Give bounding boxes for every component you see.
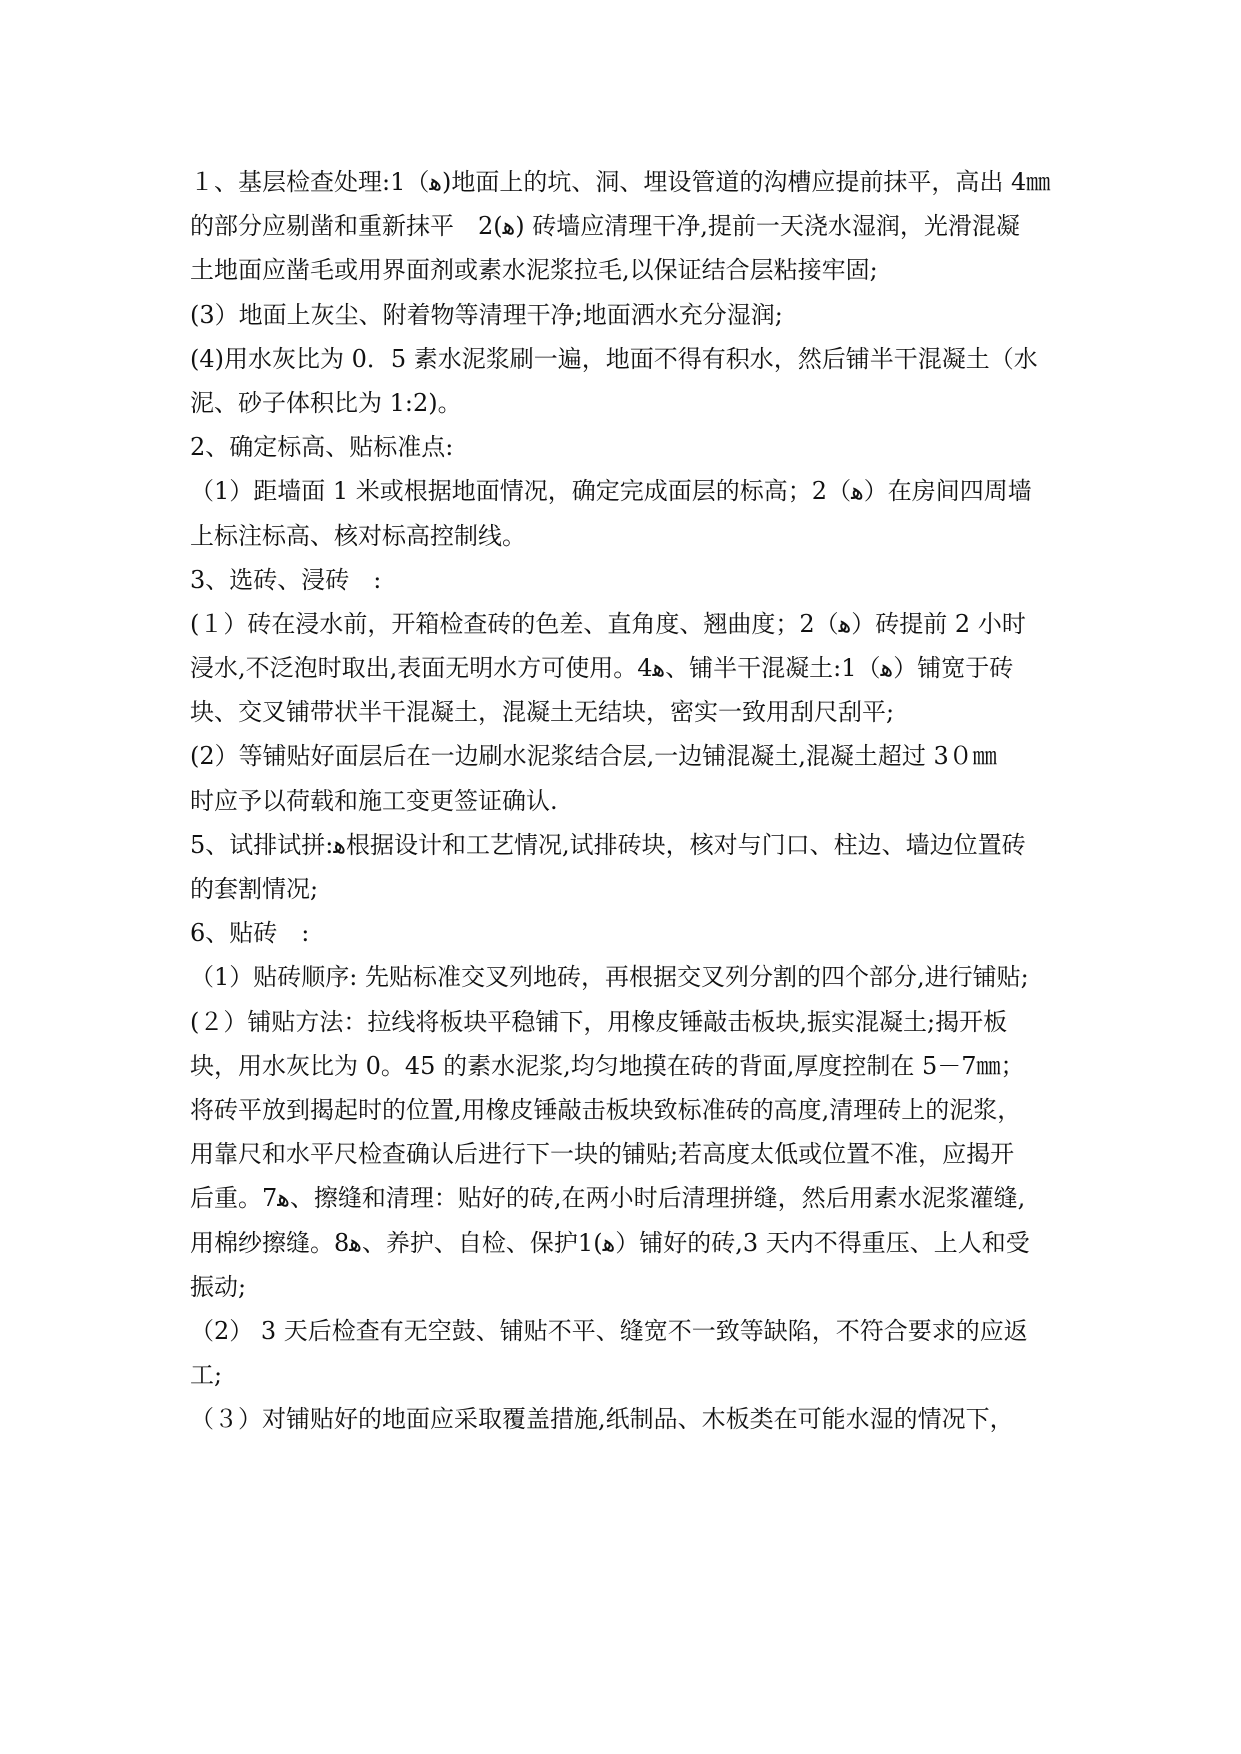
text-line: (１）砖在浸水前，开箱检查砖的色差、直角度、翘曲度；2（ﻫ）砖提前 2 小时: [190, 609, 1026, 638]
section-heading: 3、选砖、浸砖 :: [190, 565, 382, 594]
document-body: [190, 160, 1070, 1441]
text-line: 工;: [190, 1361, 223, 1390]
text-line: 的套割情况;: [190, 875, 319, 903]
section-heading: 2、确定标高、贴标准点:: [190, 433, 454, 462]
text-line: (２）铺贴方法：拉线将板块平稳铺下，用橡皮锤敲击板块,振实混凝土;揭开板: [190, 1007, 1008, 1036]
text-line: １、基层检查处理:1（ﻫ)地面上的坑、洞、埋设管道的沟槽应提前抹平，高出 4㎜: [190, 168, 1051, 196]
text-line: （1）贴砖顺序: 先贴标准交叉列地砖，再根据交叉列分割的四个部分,进行铺贴;: [190, 963, 1029, 992]
text-line: 块，用水灰比为 0。45 的素水泥浆,均匀地摸在砖的背面,厚度控制在 5－7㎜；: [190, 1051, 1025, 1080]
text-line: 将砖平放到揭起时的位置,用橡皮锤敲击板块致标准砖的高度,清理砖上的泥浆，: [190, 1095, 1022, 1124]
text-line: (2）等铺贴好面层后在一边刷水泥浆结合层,一边铺混凝土,混凝土超过 3０㎜: [190, 742, 997, 771]
text-line: 泥、砂子体积比为 1:2)。: [190, 388, 462, 417]
text-line: （３）对铺贴好的地面应采取覆盖措施,纸制品、木板类在可能水湿的情况下，: [190, 1405, 1014, 1434]
text-line: 的部分应剔凿和重新抹平 2(ﻫ) 砖墙应清理干净,提前一天浇水湿润，光滑混凝: [190, 212, 1020, 241]
text-line: 块、交叉铺带状半干混凝土，混凝土无结块，密实一致用刮尺刮平;: [190, 698, 895, 727]
text-line: 振动;: [190, 1272, 247, 1301]
section-heading: 6、贴砖 :: [190, 919, 310, 948]
text-line: 浸水,不泛泡时取出,表面无明水方可使用。4ﻫ、铺半干混凝土:1（ﻫ）铺宽于砖: [190, 654, 1014, 683]
text-line: (4)用水灰比为 0．5 素水泥浆刷一遍，地面不得有积水，然后铺半干混凝土（水: [190, 344, 1038, 373]
text-line: 时应予以荷载和施工变更签证确认.: [190, 786, 558, 815]
text-line: 用棉纱擦缝。8ﻫ、养护、自检、保护1(ﻫ）铺好的砖,3 天内不得重压、上人和受: [190, 1228, 1030, 1257]
text-line: 5、试排试拼:ﻫ根据设计和工艺情况,试排砖块，核对与门口、柱边、墙边位置砖: [190, 830, 1026, 859]
text-line: 土地面应凿毛或用界面剂或素水泥浆拉毛,以保证结合层粘接牢固;: [190, 256, 878, 285]
text-line: 用靠尺和水平尺检查确认后进行下一块的铺贴;若高度太低或位置不准，应揭开: [190, 1140, 1015, 1169]
text-line: （1）距墙面 1 米或根据地面情况，确定完成面层的标高；2（ﻫ）在房间四周墙: [190, 477, 1032, 506]
text-line: 上标注标高、核对标高控制线。: [190, 521, 526, 550]
text-line: （2） 3 天后检查有无空鼓、铺贴不平、缝宽不一致等缺陷，不符合要求的应返: [190, 1316, 1028, 1345]
text-line: 后重。7ﻫ、擦缝和清理：贴好的砖,在两小时后清理拼缝，然后用素水泥浆灌缝,: [190, 1184, 1026, 1213]
text-line: (3）地面上灰尘、附着物等清理干净;地面洒水充分湿润;: [190, 300, 783, 329]
